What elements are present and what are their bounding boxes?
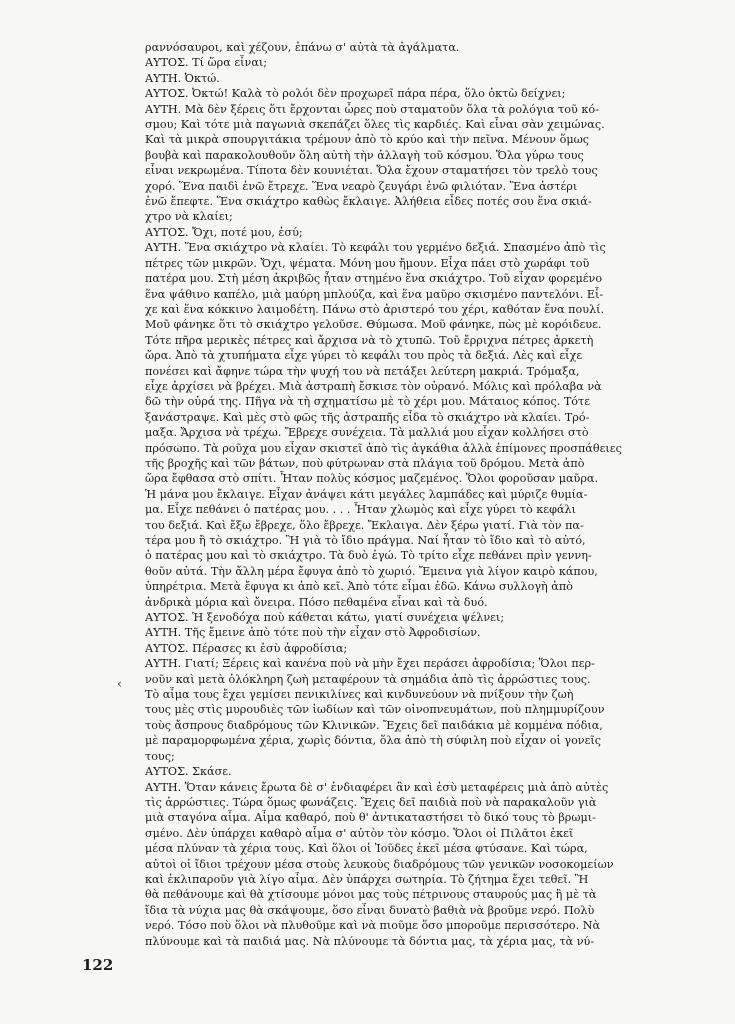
text-line: χορό. Ἕνα παιδὶ ἐνῶ ἔτρεχε. Ἕνα νεαρὸ ζευγάρι ἐνῶ φιλιόταν. Ἕνα ἀστέρι — [145, 179, 578, 193]
text-line: εἶναι νεκρωμένα. Τίποτα δὲν κουνιέται. Ὅλα ἔχουν σταματήσει τὸν τρελὸ τους — [145, 164, 598, 178]
text-line: Μοῦ φάνηκε ὅτι τὸ σκιάχτρο γελοῦσε. Θύμωσα. Μοῦ φάνηκε, πὼς μὲ κορόιδευε. — [145, 318, 602, 332]
text-line: ΑΥΤΗ. Ὀκτώ. — [145, 71, 220, 85]
text-line: αὐτοὶ οἱ ἴδιοι τρέχουν μέσα στοὺς λευκοὺς διαδρόμους τῶν γενικῶν νοσοκομείων — [145, 857, 614, 871]
text-line: ὑπηρέτρια. Μετὰ ἔφυγα κι ἀπὸ κεῖ. Ἀπὸ τότε εἶμαι ἐδῶ. Κάνω συλλογὴ ἀπὸ — [145, 580, 573, 594]
text-line: ΑΥΤΗ. Ἕνα σκιάχτρο νὰ κλαίει. Τὸ κεφάλι του γερμένο δεξιά. Σπασμένο ἀπὸ τὶς — [145, 241, 606, 255]
text-line: πονέσει καὶ ἄφηνε τώρα τὴν ψυχή του νὰ πετάξει λεύτερη μακριά. Τρόμαξα, — [145, 364, 580, 378]
text-line: Τὸ αἷμα τους ἔχει γεμίσει πενικιλίνες καὶ κινδυνεύουν νὰ πνίξουν τὴν ζωὴ — [145, 688, 574, 702]
text-line: ΑΥΤΟΣ. Σκάσε. — [145, 765, 232, 779]
text-line: μαξα. Ἄρχισα νὰ τρέχω. Ἔβρεχε συνέχεια. Τὰ μαλλιά μου εἶχαν κολλήσει στὸ — [145, 426, 589, 440]
text-line: τους; — [145, 749, 175, 763]
text-line: θοῦν αὐτά. Τὴν ἄλλη μέρα ἔφυγα ἀπὸ τὸ χωριό. Ἔμεινα γιὰ λίγον καιρὸ κάπου, — [145, 564, 598, 578]
text-line: τοὺς ἄσπρους διαδρόμους τῶν Κλινικῶν. Ἔχεις δεῖ παιδάκια μὲ κομμένα πόδια, — [145, 718, 603, 732]
margin-mark: ‹ — [117, 677, 123, 692]
text-line: ξανάστραψε. Καὶ μὲς στὸ φῶς τῆς ἀστραπῆς εἶδα τὸ σκιάχτρο νὰ κλαίει. Τρό- — [145, 410, 590, 424]
text-line: ΑΥΤΟΣ. Τί ὥρα εἶναι; — [145, 56, 268, 70]
text-line: ΑΥΤΟΣ. Ἡ ξενοδόχα ποὺ κάθεται κάτω, γιατί συνέχεια ψέλνει; — [145, 611, 505, 625]
text-line: ραννόσαυροι, καὶ χέζουν, ἐπάνω σ' αὐτὰ τὰ ἀγάλματα. — [145, 41, 460, 54]
text-line: θὰ πεθάνουμε καὶ θὰ χτίσουμε μόνοι μας τοὺς πέτρινους σταυρούς μας ἢ μὲ τὰ — [145, 888, 597, 902]
text-line: του δεξιά. Καὶ ἔξω ἔβρεχε, ὅλο ἔβρεχε. Ἔκλαιγα. Δὲν ξέρω γιατί. Γιὰ τὸν πα- — [145, 518, 584, 532]
text-line: ΑΥΤΟΣ. Πέρασες κι ἐσὺ ἀφροδίσια; — [145, 641, 348, 655]
text-line: νερό. Τόσο ποὺ ὅλοι νὰ πλυθοῦμε καὶ νὰ πιοῦμε ὅσο μποροῦμε περισσότερο. Νὰ — [145, 919, 601, 933]
text-line: εἶχε ἀρχίσει νὰ βρέχει. Μιὰ ἀστραπὴ ἔσκισε τὸν οὐρανό. Μόλις καὶ πρόλαβα νὰ — [145, 379, 602, 393]
text-line: ἐνῶ ἔπεφτε. Ἕνα σκιάχτρο καθὼς ἔκλαιγε. Ἀλήθεια εἶδες ποτές σου ἕνα σκιά- — [145, 195, 592, 209]
text-line: Τότε πῆρα μερικὲς πέτρες καὶ ἄρχισα νὰ τὸ χτυπῶ. Τοῦ ἔρριχνα πέτρες ἀρκετὴ — [145, 333, 594, 347]
text-line: ΑΥΤΗ. Τῆς ἔμεινε ἀπὸ τότε ποὺ τὴν εἶχαν στὸ Ἀφροδισίων. — [145, 626, 481, 640]
text-line: τῆς βροχῆς καὶ τῶν βάτων, ποὺ φύτρωναν στὰ πλάγια τοῦ δρόμου. Μετὰ ἀπὸ — [145, 456, 585, 470]
text-line: μιὰ σταγόνα αἷμα. Αἷμα καθαρό, ποὺ θ' ἀντικαταστήσει τὸ δικό τους τὸ βρωμι- — [145, 811, 596, 825]
text-line: βουβὰ καὶ παρακολουθοῦν ὅλη αὐτὴ τὴν ἀλλαγὴ τοῦ κόσμου. Ὅλα γύρω τους — [145, 148, 584, 162]
text-line: πέτρες τῶν μικρῶν. Ὄχι, ψέματα. Μόνη μου ἤμουν. Εἶχα πάει στὸ χωράφι τοῦ — [145, 256, 590, 270]
text-line: νοῦν καὶ μετὰ ὁλόκληρη ζωὴ μεταφέρουν τὰ σημάδια ἀπὸ τὶς ἀρρώστιες τους. — [145, 672, 591, 686]
text-line: ὥρα ἔφθασα στὸ σπίτι. Ἦταν πολὺς κόσμος μαζεμένος. Ὅλοι φοροῦσαν μαῦρα. — [145, 472, 599, 486]
text-line: χε καὶ ἕνα κόκκινο λαιμοδέτη. Πάνω στὸ ἀριστερό του χέρι, καθόταν ἕνα πουλί. — [145, 302, 605, 316]
text-line: Καὶ τὰ μικρὰ σπουργιτάκια τρέμουν ἀπὸ τὸ κρύο καὶ τὴν πεῖνα. Μένουν ὅμως — [145, 133, 590, 147]
text-line: ΑΥΤΗ. Γιατί; Ξέρεις καὶ κανένα ποὺ νὰ μὴν ἔχει περάσει ἀφροδίσια; Ὅλοι περ- — [145, 657, 595, 671]
text-line: τὶς ἀρρώστιες. Τώρα ὅμως φωνάζεις. Ἔχεις δεῖ παιδιὰ ποὺ νὰ παρακαλοῦν γιὰ — [145, 795, 597, 809]
text-line: τέρα μου ἢ τὸ σκιάχτρο. Ἢ γιὰ τὸ ἴδιο πράγμα. Ναί ἦταν τὸ ἴδιο καὶ τὸ αὐτό, — [145, 534, 586, 547]
text-line: ΑΥΤΟΣ. Ὀκτώ! Καλὰ τὸ ρολόι δὲν προχωρεῖ πάρα πέρα, ὅλο ὀκτὼ δείχνει; — [145, 87, 566, 101]
text-line: καὶ ἐκλιπαροῦν γιὰ λίγο αἷμα. Δὲν ὑπάρχει σωτηρία. Τὸ ζήτημα ἔχει τεθεῖ. Ἢ — [145, 872, 589, 886]
text-line: μέσα πλύναν τὰ χέρια τους. Καὶ ὅλοι οἱ Ἰοῦδες ἐκεῖ μέσα φτύσανε. Καὶ τώρα, — [145, 842, 588, 856]
text-line: πρόσωπο. Τὰ ροῦχα μου εἶχαν σκιστεῖ ἀπὸ τὶς ἀγκάθια ἀλλὰ ἐπίμονες προσπάθειες — [145, 441, 622, 455]
text-line: ὁ πατέρας μου καὶ τὸ σκιάχτρο. Τὰ δυὸ ἐγώ. Τὸ τρίτο εἶχε πεθάνει πρὶν γεννη- — [145, 549, 592, 563]
text-line: μα. Εἶχε πεθάνει ὁ πατέρας μου. . . . Ἦταν χλωμὸς καὶ εἶχε γύρει τὸ κεφάλι — [145, 503, 576, 517]
text-line: ΑΥΤΗ. Ὅταν κάνεις ἔρωτα δὲ σ' ἐνδιαφέρει ἂν καὶ ἐσὺ μεταφέρεις μιὰ ἀπὸ αὐτὲς — [145, 780, 609, 794]
text-line: τους μὲς στὶς μυρουδιὲς τῶν ἰωδίων καὶ τῶν οἰνοπνευμάτων, ποὺ πλημμυρίζουν — [145, 703, 605, 717]
text-line: Ἡ μάνα μου ἔκλαιγε. Εἶχαν ἀνάψει κάτι μεγάλες λαμπάδες καὶ μύριζε θυμία- — [145, 487, 588, 501]
text-line: ἕνα ψάθινο καπέλο, μιὰ μαύρη μπλούζα, καὶ ἕνα μαῦρο σκισμένο παντελόνι. Εἶ- — [145, 287, 604, 301]
text-line: μὲ παραμορφωμένα χέρια, χωρὶς δόντια, ὅλα ἀπὸ τὴ σύφιλη ποὺ εἶχαν οἱ γονεῖς — [145, 734, 602, 748]
dialogue-text — [145, 40, 643, 949]
text-line: σμένο. Δὲν ὑπάρχει καθαρὸ αἷμα σ' αὐτὸν τὸν κόσμο. Ὅλοι οἱ Πιλᾶτοι ἐκεῖ — [145, 826, 574, 840]
text-line: ΑΥΤΟΣ. Ὄχι, ποτέ μου, ἐσύ; — [145, 225, 303, 239]
page-number: 122 — [82, 956, 114, 974]
text-line: ἴδια τὰ νύχια μας θὰ σκάψουμε, ὅσο εἶναι δυνατὸ βαθιὰ νὰ βροῦμε νερό. Πολὺ — [145, 903, 595, 917]
text-line: σμου; Καὶ τότε μιὰ παγωνιὰ σκεπάζει ὅλες τὶς καρδιές. Καὶ εἶναι σὰν χειμώνας. — [145, 118, 605, 132]
text-line: ἀνδρικὰ μόρια καὶ ὄνειρα. Πόσο πεθαμένα εἶναι καὶ τὰ δυό. — [145, 595, 488, 609]
text-line: δῶ τὴν οὐρά της. Πῆγα νὰ τὴ σχηματίσω μὲ τὸ χέρι μου. Μάταιος κόπος. Τότε — [145, 395, 591, 409]
text-line: πλύνουμε καὶ τὰ παιδιά μας. Νὰ πλύνουμε τὰ δόντια μας, τὰ χέρια μας, τὰ νύ- — [145, 934, 595, 948]
text-line: ὥρα. Ἀπὸ τὰ χτυπήματα εἶχε γύρει τὸ κεφάλι του πρὸς τὰ δεξιά. Λὲς καὶ εἶχε — [145, 349, 583, 363]
text-line: ΑΥΤΗ. Μὰ δὲν ξέρεις ὅτι ἔρχονται ὧρες ποὺ σταματοῦν ὅλα τὰ ρολόγια τοῦ κό- — [145, 102, 599, 116]
text-line: χτρο νὰ κλαίει; — [145, 210, 233, 224]
text-line: πατέρα μου. Στὴ μέση ἀκριβῶς ἦταν στημένο ἕνα σκιάχτρο. Τοῦ εἶχαν φορεμένο — [145, 272, 603, 286]
